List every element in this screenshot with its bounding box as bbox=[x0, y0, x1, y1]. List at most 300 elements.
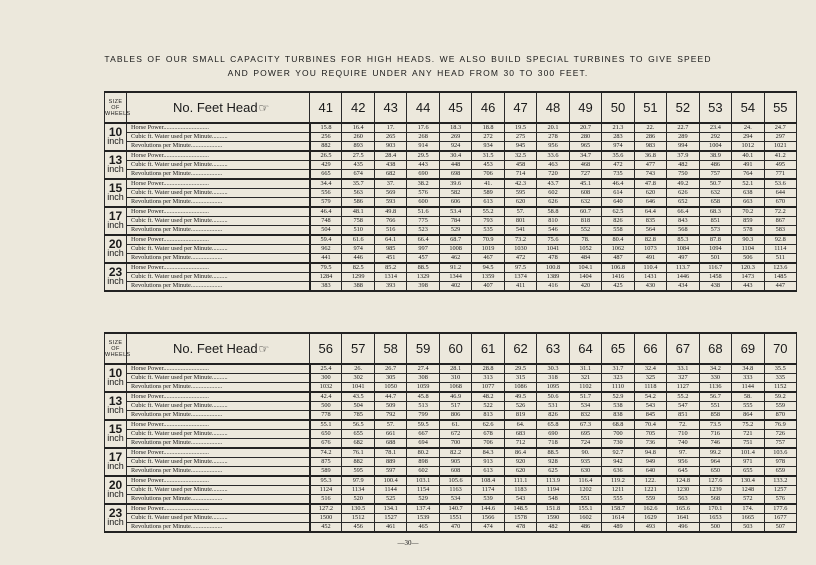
cubic-feet-per-minute-value: 517 bbox=[439, 402, 471, 411]
cubic-feet-per-minute-value: 294 bbox=[732, 133, 764, 142]
cubic-feet-per-minute-value: 589 bbox=[472, 189, 504, 198]
cubic-feet-per-minute-value: 826 bbox=[602, 217, 634, 226]
cubic-feet-per-minute-value: 1154 bbox=[407, 486, 439, 495]
cubic-feet-per-minute-value: 1665 bbox=[732, 514, 764, 523]
horse-power-value: 158.7 bbox=[602, 504, 634, 514]
horse-power-value: 29.5 bbox=[504, 364, 536, 374]
cubic-feet-per-minute-value: 280 bbox=[569, 133, 601, 142]
revolutions-per-minute-value: 914 bbox=[407, 142, 439, 152]
revolutions-per-minute-value: 600 bbox=[407, 198, 439, 208]
revolutions-per-minute-value: 525 bbox=[374, 495, 406, 505]
cubic-feet-per-minute-value: 1374 bbox=[504, 273, 536, 282]
horse-power-value: 27.5 bbox=[342, 151, 374, 161]
horse-power-value: 64.4 bbox=[634, 207, 666, 217]
wheel-size-value: 20 bbox=[108, 237, 123, 251]
revolutions-per-minute-value: 510 bbox=[342, 226, 374, 236]
cubic-feet-per-minute-value: 531 bbox=[537, 402, 569, 411]
table-row bbox=[105, 467, 797, 477]
horse-power-value: 32.4 bbox=[634, 364, 666, 374]
revolutions-per-minute-value: 1152 bbox=[764, 383, 796, 393]
horse-power-value: 66.4 bbox=[407, 235, 439, 245]
cubic-feet-per-minute-value: 458 bbox=[504, 161, 536, 170]
feet-head-label: No. Feet Head bbox=[173, 100, 258, 115]
revolutions-per-minute-value: 630 bbox=[569, 467, 601, 477]
horse-power-value: 37. bbox=[374, 179, 406, 189]
horse-power-value: 80.2 bbox=[407, 448, 439, 458]
revolutions-per-minute-value: 564 bbox=[634, 226, 666, 236]
head-feet-value: 56 bbox=[310, 333, 342, 364]
wheel-size-unit: inch bbox=[107, 248, 124, 258]
cubic-feet-per-minute-value: 1641 bbox=[667, 514, 699, 523]
table-row bbox=[105, 374, 797, 383]
cubic-feet-per-minute-value: 690 bbox=[537, 430, 569, 439]
revolutions-per-minute-value: 593 bbox=[374, 198, 406, 208]
cubic-feet-per-minute-value: 1527 bbox=[374, 514, 406, 523]
cubic-feet-per-minute-value: 1458 bbox=[699, 273, 731, 282]
cubic-feet-per-minute-value: 620 bbox=[634, 189, 666, 198]
revolutions-per-minute-value: 447 bbox=[764, 282, 796, 292]
revolutions-per-minute-value: 620 bbox=[504, 467, 536, 477]
revolutions-per-minute-value: 534 bbox=[439, 495, 471, 505]
cubic-feet-per-minute-value: 300 bbox=[310, 374, 342, 383]
head-feet-value: 51 bbox=[634, 92, 666, 123]
horse-power-label: Horse Power............................. bbox=[127, 235, 310, 245]
revolutions-per-minute-value: 778 bbox=[310, 411, 342, 421]
wheel-size-cell bbox=[105, 504, 127, 532]
horse-power-value: 148.5 bbox=[504, 504, 536, 514]
revolutions-per-minute-value: 893 bbox=[342, 142, 374, 152]
cubic-feet-per-minute-value: 569 bbox=[374, 189, 406, 198]
horse-power-value: 78. bbox=[569, 235, 601, 245]
turbine-table-heads-41-55 bbox=[104, 91, 797, 292]
cubic-feet-per-minute-value: 875 bbox=[310, 458, 342, 467]
horse-power-value: 127.6 bbox=[699, 476, 731, 486]
revolutions-per-minute-value: 573 bbox=[699, 226, 731, 236]
table-row bbox=[105, 245, 797, 254]
cubic-feet-per-minute-value: 1104 bbox=[732, 245, 764, 254]
cubic-feet-per-minute-value: 1221 bbox=[634, 486, 666, 495]
horse-power-value: 103.1 bbox=[407, 476, 439, 486]
horse-power-value: 32.5 bbox=[504, 151, 536, 161]
cubic-feet-per-minute-value: 721 bbox=[732, 430, 764, 439]
horse-power-value: 94.8 bbox=[634, 448, 666, 458]
table-row bbox=[105, 282, 797, 292]
horse-power-value: 91.2 bbox=[439, 263, 471, 273]
horse-power-value: 24.7 bbox=[764, 123, 796, 133]
cubic-feet-per-minute-value: 305 bbox=[374, 374, 406, 383]
revolutions-per-minute-value: 858 bbox=[699, 411, 731, 421]
cubic-feet-per-minute-value: 985 bbox=[374, 245, 406, 254]
horse-power-value: 34.4 bbox=[310, 179, 342, 189]
revolutions-per-minute-value: 706 bbox=[472, 170, 504, 180]
horse-power-value: 108.4 bbox=[472, 476, 504, 486]
wheel-size-unit: inch bbox=[107, 220, 124, 230]
wheel-size-value: 20 bbox=[108, 478, 123, 492]
cubic-feet-per-minute-value: 321 bbox=[569, 374, 601, 383]
horse-power-value: 127.2 bbox=[310, 504, 342, 514]
revolutions-per-minute-value: 613 bbox=[472, 467, 504, 477]
cubic-feet-per-minute-value: 1512 bbox=[342, 514, 374, 523]
revolutions-per-minute-value: 535 bbox=[472, 226, 504, 236]
horse-power-value: 43.7 bbox=[537, 179, 569, 189]
wheel-size-cell bbox=[105, 179, 127, 207]
horse-power-value: 26. bbox=[342, 364, 374, 374]
horse-power-value: 70.2 bbox=[732, 207, 764, 217]
horse-power-value: 55.2 bbox=[472, 207, 504, 217]
revolutions-per-minute-value: 625 bbox=[537, 467, 569, 477]
cubic-feet-per-minute-value: 1551 bbox=[439, 514, 471, 523]
table-row bbox=[105, 161, 797, 170]
horse-power-value: 144.6 bbox=[472, 504, 504, 514]
cubic-feet-per-minute-value: 472 bbox=[602, 161, 634, 170]
cubic-feet-per-minute-value: 1114 bbox=[764, 245, 796, 254]
horse-power-value: 53.6 bbox=[764, 179, 796, 189]
cubic-feet-per-minute-value: 333 bbox=[732, 374, 764, 383]
revolutions-per-minute-value: 864 bbox=[732, 411, 764, 421]
horse-power-value: 67.3 bbox=[569, 420, 601, 430]
head-feet-value: 44 bbox=[407, 92, 439, 123]
revolutions-per-minute-label: Revolutions per Minute.................... bbox=[127, 226, 310, 236]
horse-power-value: 46.9 bbox=[439, 392, 471, 402]
revolutions-per-minute-value: 500 bbox=[699, 523, 731, 533]
revolutions-per-minute-value: 903 bbox=[374, 142, 406, 152]
revolutions-per-minute-value: 546 bbox=[537, 226, 569, 236]
cubic-feet-per-minute-value: 997 bbox=[407, 245, 439, 254]
revolutions-per-minute-value: 493 bbox=[634, 523, 666, 533]
wheel-size-value: 15 bbox=[108, 181, 123, 195]
wheel-size-cell bbox=[105, 476, 127, 504]
horse-power-value: 62.5 bbox=[602, 207, 634, 217]
table-row bbox=[105, 170, 797, 180]
cubic-feet-per-minute-value: 942 bbox=[602, 458, 634, 467]
horse-power-value: 35.5 bbox=[764, 364, 796, 374]
cubic-feet-per-minute-value: 551 bbox=[699, 402, 731, 411]
cubic-feet-per-minute-value: 1566 bbox=[472, 514, 504, 523]
horse-power-value: 122. bbox=[634, 476, 666, 486]
horse-power-value: 51.6 bbox=[407, 207, 439, 217]
cubic-feet-per-minute-value: 655 bbox=[342, 430, 374, 439]
revolutions-per-minute-value: 945 bbox=[504, 142, 536, 152]
horse-power-value: 30.3 bbox=[537, 364, 569, 374]
wheel-size-unit: inch bbox=[107, 461, 124, 471]
cubic-feet-per-minute-value: 1284 bbox=[310, 273, 342, 282]
head-feet-value: 42 bbox=[342, 92, 374, 123]
horse-power-value: 92.7 bbox=[602, 448, 634, 458]
cubic-feet-per-minute-value: 526 bbox=[504, 402, 536, 411]
revolutions-per-minute-value: 806 bbox=[439, 411, 471, 421]
head-feet-value: 48 bbox=[537, 92, 569, 123]
head-feet-value: 46 bbox=[472, 92, 504, 123]
horse-power-value: 165.6 bbox=[667, 504, 699, 514]
revolutions-per-minute-value: 1004 bbox=[699, 142, 731, 152]
cubic-feet-per-minute-value: 758 bbox=[342, 217, 374, 226]
horse-power-value: 92.8 bbox=[764, 235, 796, 245]
horse-power-value: 28.8 bbox=[472, 364, 504, 374]
head-feet-value: 54 bbox=[732, 92, 764, 123]
revolutions-per-minute-value: 411 bbox=[504, 282, 536, 292]
revolutions-per-minute-value: 983 bbox=[634, 142, 666, 152]
cubic-feet-per-minute-value: 538 bbox=[602, 402, 634, 411]
revolutions-per-minute-value: 727 bbox=[569, 170, 601, 180]
horse-power-value: 49.2 bbox=[667, 179, 699, 189]
cubic-feet-per-minute-value: 920 bbox=[504, 458, 536, 467]
revolutions-per-minute-value: 736 bbox=[634, 439, 666, 449]
revolutions-per-minute-value: 757 bbox=[764, 439, 796, 449]
revolutions-per-minute-value: 819 bbox=[504, 411, 536, 421]
revolutions-per-minute-value: 529 bbox=[439, 226, 471, 236]
horse-power-value: 110.4 bbox=[634, 263, 666, 273]
revolutions-per-minute-value: 706 bbox=[472, 439, 504, 449]
table-row bbox=[105, 495, 797, 505]
revolutions-per-minute-value: 541 bbox=[504, 226, 536, 236]
cubic-feet-per-minute-value: 928 bbox=[537, 458, 569, 467]
revolutions-per-minute-value: 457 bbox=[407, 254, 439, 264]
revolutions-per-minute-value: 602 bbox=[407, 467, 439, 477]
revolutions-per-minute-value: 743 bbox=[634, 170, 666, 180]
cubic-feet-per-minute-value: 292 bbox=[699, 133, 731, 142]
horse-power-value: 44.7 bbox=[374, 392, 406, 402]
revolutions-per-minute-value: 665 bbox=[310, 170, 342, 180]
revolutions-per-minute-value: 583 bbox=[764, 226, 796, 236]
cubic-feet-per-minute-value: 318 bbox=[537, 374, 569, 383]
revolutions-per-minute-value: 1059 bbox=[407, 383, 439, 393]
revolutions-per-minute-value: 626 bbox=[537, 198, 569, 208]
cubic-feet-per-minute-value: 700 bbox=[602, 430, 634, 439]
horse-power-value: 82.2 bbox=[439, 448, 471, 458]
horse-power-value: 38.2 bbox=[407, 179, 439, 189]
table-row bbox=[105, 133, 797, 142]
cubic-feet-per-minute-value: 289 bbox=[667, 133, 699, 142]
revolutions-per-minute-value: 482 bbox=[537, 523, 569, 533]
horse-power-value: 61.6 bbox=[342, 235, 374, 245]
revolutions-per-minute-value: 724 bbox=[569, 439, 601, 449]
horse-power-value: 60.7 bbox=[569, 207, 601, 217]
revolutions-per-minute-label: Revolutions per Minute.................... bbox=[127, 411, 310, 421]
cubic-feet-per-minute-value: 1084 bbox=[667, 245, 699, 254]
wheel-size-unit: inch bbox=[107, 276, 124, 286]
table-row bbox=[105, 273, 797, 282]
horse-power-value: 58.8 bbox=[537, 207, 569, 217]
horse-power-value: 137.4 bbox=[407, 504, 439, 514]
horse-power-value: 29.5 bbox=[407, 151, 439, 161]
horse-power-value: 74.2 bbox=[310, 448, 342, 458]
revolutions-per-minute-value: 543 bbox=[504, 495, 536, 505]
head-feet-value: 49 bbox=[569, 92, 601, 123]
cubic-feet-per-minute-value: 835 bbox=[634, 217, 666, 226]
cubic-feet-per-minute-value: 1248 bbox=[732, 486, 764, 495]
cubic-feet-per-minute-value: 556 bbox=[310, 189, 342, 198]
cubic-feet-per-minute-value: 913 bbox=[472, 458, 504, 467]
revolutions-per-minute-value: 1021 bbox=[764, 142, 796, 152]
revolutions-per-minute-value: 690 bbox=[407, 170, 439, 180]
revolutions-per-minute-value: 568 bbox=[667, 226, 699, 236]
revolutions-per-minute-value: 652 bbox=[667, 198, 699, 208]
revolutions-per-minute-value: 659 bbox=[764, 467, 796, 477]
wheel-size-cell bbox=[105, 235, 127, 263]
cubic-feet-per-minute-value: 695 bbox=[569, 430, 601, 439]
wheel-size-cell bbox=[105, 420, 127, 448]
cubic-feet-per-minute-label: Cubic ft. Water used per Minute.......... bbox=[127, 514, 310, 523]
horse-power-value: 33.1 bbox=[667, 364, 699, 374]
wheel-size-value: 10 bbox=[108, 125, 123, 139]
wheel-size-unit: inch bbox=[107, 517, 124, 527]
cubic-feet-per-minute-value: 330 bbox=[699, 374, 731, 383]
horse-power-value: 72. bbox=[667, 420, 699, 430]
horse-power-value: 43.5 bbox=[342, 392, 374, 402]
cubic-feet-per-minute-value: 672 bbox=[439, 430, 471, 439]
horse-power-value: 38.9 bbox=[699, 151, 731, 161]
cubic-feet-per-minute-value: 513 bbox=[407, 402, 439, 411]
revolutions-per-minute-value: 559 bbox=[634, 495, 666, 505]
cubic-feet-per-minute-value: 1052 bbox=[569, 245, 601, 254]
horse-power-label: Horse Power............................. bbox=[127, 263, 310, 273]
head-feet-value: 41 bbox=[310, 92, 342, 123]
horse-power-value: 130.4 bbox=[732, 476, 764, 486]
horse-power-value: 47.8 bbox=[634, 179, 666, 189]
wheel-size-value: 13 bbox=[108, 394, 123, 408]
revolutions-per-minute-value: 613 bbox=[472, 198, 504, 208]
revolutions-per-minute-value: 589 bbox=[310, 467, 342, 477]
wheel-size-value: 23 bbox=[108, 506, 123, 520]
horse-power-value: 70.9 bbox=[472, 235, 504, 245]
revolutions-per-minute-value: 407 bbox=[472, 282, 504, 292]
revolutions-per-minute-value: 694 bbox=[407, 439, 439, 449]
revolutions-per-minute-value: 551 bbox=[569, 495, 601, 505]
cubic-feet-per-minute-value: 453 bbox=[472, 161, 504, 170]
cubic-feet-per-minute-value: 1416 bbox=[602, 273, 634, 282]
cubic-feet-per-minute-value: 614 bbox=[602, 189, 634, 198]
horse-power-value: 55.1 bbox=[310, 420, 342, 430]
revolutions-per-minute-label: Revolutions per Minute.................... bbox=[127, 495, 310, 505]
horse-power-value: 97.9 bbox=[342, 476, 374, 486]
cubic-feet-per-minute-value: 775 bbox=[407, 217, 439, 226]
horse-power-value: 75.2 bbox=[732, 420, 764, 430]
head-feet-value: 60 bbox=[439, 333, 471, 364]
revolutions-per-minute-value: 555 bbox=[602, 495, 634, 505]
revolutions-per-minute-value: 956 bbox=[537, 142, 569, 152]
revolutions-per-minute-value: 682 bbox=[374, 170, 406, 180]
cubic-feet-per-minute-value: 1062 bbox=[602, 245, 634, 254]
horse-power-value: 20.1 bbox=[537, 123, 569, 133]
revolutions-per-minute-value: 579 bbox=[310, 198, 342, 208]
table-row bbox=[105, 430, 797, 439]
head-feet-value: 55 bbox=[764, 92, 796, 123]
revolutions-per-minute-value: 434 bbox=[667, 282, 699, 292]
horse-power-value: 50.6 bbox=[537, 392, 569, 402]
horse-power-value: 120.3 bbox=[732, 263, 764, 273]
cubic-feet-per-minute-value: 297 bbox=[764, 133, 796, 142]
horse-power-value: 68.7 bbox=[439, 235, 471, 245]
horse-power-value: 40.1 bbox=[732, 151, 764, 161]
cubic-feet-per-minute-value: 956 bbox=[667, 458, 699, 467]
horse-power-value: 90. bbox=[569, 448, 601, 458]
horse-power-value: 18.3 bbox=[439, 123, 471, 133]
table-row bbox=[105, 198, 797, 208]
cubic-feet-per-minute-value: 793 bbox=[472, 217, 504, 226]
revolutions-per-minute-value: 467 bbox=[472, 254, 504, 264]
cubic-feet-per-minute-label: Cubic ft. Water used per Minute.......... bbox=[127, 245, 310, 254]
revolutions-per-minute-value: 845 bbox=[634, 411, 666, 421]
revolutions-per-minute-value: 503 bbox=[732, 523, 764, 533]
cubic-feet-per-minute-value: 974 bbox=[342, 245, 374, 254]
cubic-feet-per-minute-value: 468 bbox=[569, 161, 601, 170]
revolutions-per-minute-value: 640 bbox=[602, 198, 634, 208]
cubic-feet-per-minute-label: Cubic ft. Water used per Minute.......... bbox=[127, 273, 310, 282]
wheel-size-value: 10 bbox=[108, 366, 123, 380]
page-title-line-1: TABLES OF OUR SMALL CAPACITY TURBINES FOR HIGH HEADS. WE ALSO BUILD SPECIAL TURBINES TO GIVE SPEED bbox=[104, 54, 712, 64]
cubic-feet-per-minute-value: 265 bbox=[374, 133, 406, 142]
wheel-size-value: 23 bbox=[108, 265, 123, 279]
horse-power-label: Horse Power............................. bbox=[127, 364, 310, 374]
horse-power-value: 95.3 bbox=[310, 476, 342, 486]
cubic-feet-per-minute-label: Cubic ft. Water used per Minute.......... bbox=[127, 374, 310, 383]
revolutions-per-minute-value: 645 bbox=[667, 467, 699, 477]
cubic-feet-per-minute-value: 602 bbox=[537, 189, 569, 198]
revolutions-per-minute-value: 461 bbox=[374, 523, 406, 533]
horse-power-label: Horse Power............................. bbox=[127, 179, 310, 189]
revolutions-per-minute-label: Revolutions per Minute.................... bbox=[127, 142, 310, 152]
revolutions-per-minute-value: 456 bbox=[342, 523, 374, 533]
head-feet-value: 64 bbox=[569, 333, 601, 364]
head-feet-value: 69 bbox=[732, 333, 764, 364]
revolutions-per-minute-label: Revolutions per Minute.................... bbox=[127, 282, 310, 292]
horse-power-value: 50.7 bbox=[699, 179, 731, 189]
cubic-feet-per-minute-value: 1174 bbox=[472, 486, 504, 495]
horse-power-value: 30.4 bbox=[439, 151, 471, 161]
cubic-feet-per-minute-value: 435 bbox=[342, 161, 374, 170]
revolutions-per-minute-value: 751 bbox=[732, 439, 764, 449]
wheel-size-unit: inch bbox=[107, 192, 124, 202]
head-feet-value: 53 bbox=[699, 92, 731, 123]
cubic-feet-per-minute-label: Cubic ft. Water used per Minute.......... bbox=[127, 217, 310, 226]
horse-power-value: 140.7 bbox=[439, 504, 471, 514]
horse-power-value: 28.4 bbox=[374, 151, 406, 161]
table-row bbox=[105, 486, 797, 495]
cubic-feet-per-minute-value: 638 bbox=[732, 189, 764, 198]
revolutions-per-minute-value: 608 bbox=[439, 467, 471, 477]
horse-power-value: 17. bbox=[374, 123, 406, 133]
horse-power-value: 26.5 bbox=[310, 151, 342, 161]
horse-power-value: 65.8 bbox=[537, 420, 569, 430]
cubic-feet-per-minute-value: 268 bbox=[407, 133, 439, 142]
cubic-feet-per-minute-value: 313 bbox=[472, 374, 504, 383]
horse-power-value: 61. bbox=[439, 420, 471, 430]
revolutions-per-minute-value: 496 bbox=[667, 523, 699, 533]
table-row bbox=[105, 383, 797, 393]
horse-power-value: 119.2 bbox=[602, 476, 634, 486]
horse-power-value: 86.4 bbox=[504, 448, 536, 458]
cubic-feet-per-minute-value: 851 bbox=[699, 217, 731, 226]
horse-power-value: 116.4 bbox=[569, 476, 601, 486]
revolutions-per-minute-value: 597 bbox=[374, 467, 406, 477]
cubic-feet-per-minute-label: Cubic ft. Water used per Minute.......... bbox=[127, 189, 310, 198]
horse-power-value: 87.8 bbox=[699, 235, 731, 245]
revolutions-per-minute-value: 491 bbox=[634, 254, 666, 264]
table-row bbox=[105, 123, 797, 133]
revolutions-per-minute-value: 698 bbox=[439, 170, 471, 180]
cubic-feet-per-minute-value: 971 bbox=[732, 458, 764, 467]
horse-power-value: 151.8 bbox=[537, 504, 569, 514]
table-row bbox=[105, 420, 797, 430]
cubic-feet-per-minute-value: 595 bbox=[504, 189, 536, 198]
head-feet-value: 68 bbox=[699, 333, 731, 364]
revolutions-per-minute-value: 1041 bbox=[342, 383, 374, 393]
revolutions-per-minute-value: 558 bbox=[602, 226, 634, 236]
horse-power-value: 170.1 bbox=[699, 504, 731, 514]
revolutions-per-minute-label: Revolutions per Minute.................... bbox=[127, 254, 310, 264]
head-feet-value: 52 bbox=[667, 92, 699, 123]
revolutions-per-minute-value: 516 bbox=[310, 495, 342, 505]
